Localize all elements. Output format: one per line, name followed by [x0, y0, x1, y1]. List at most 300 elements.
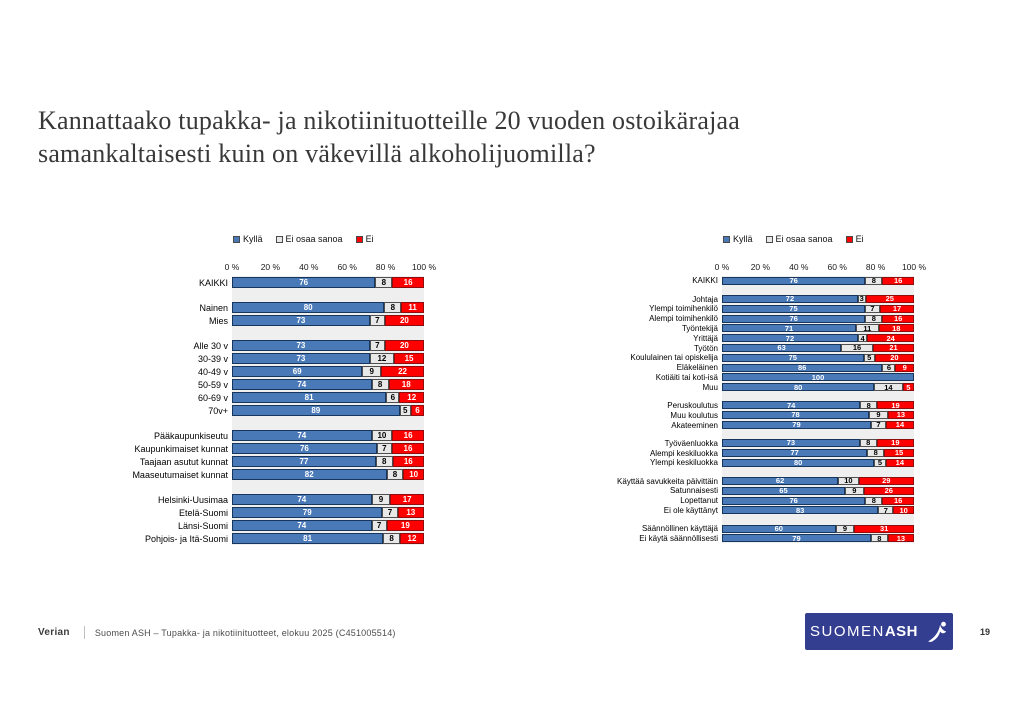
- bar-segment-kylla: 73: [232, 315, 370, 326]
- bar-segment-kylla: 83: [722, 506, 878, 514]
- bar-segment-ei: 13: [888, 411, 914, 419]
- bar-row: [530, 420, 950, 430]
- plot-cell: [722, 324, 914, 334]
- stacked-bar: [722, 487, 914, 495]
- bar-row: [530, 524, 950, 534]
- bar-row: [530, 373, 950, 383]
- bar-segment-ei: 25: [866, 295, 915, 303]
- bar-row: [530, 304, 950, 314]
- category-label: Alempi toimihenkilö: [649, 314, 718, 324]
- bar-row: [40, 276, 460, 289]
- stacked-bar: [232, 277, 424, 288]
- group-gap: [530, 468, 950, 476]
- bar-row: [530, 410, 950, 420]
- legend-item: [766, 234, 833, 244]
- plot-area-gap: [232, 289, 424, 301]
- category-label: Johtaja: [692, 294, 718, 304]
- legend-label: Kyllä: [733, 234, 753, 244]
- bar-segment-ei-osaa-sanoa: 8: [387, 469, 404, 480]
- category-label: Taajaan asutut kunnat: [139, 456, 228, 467]
- bar-segment-kylla: 76: [722, 497, 865, 505]
- bar-segment-ei: 20: [385, 315, 424, 326]
- stacked-bar: [722, 401, 914, 409]
- plot-cell: [232, 391, 424, 404]
- stacked-bar: [232, 315, 424, 326]
- plot-cell: [722, 458, 914, 468]
- bar-segment-ei: 19: [877, 439, 914, 447]
- bar-segment-ei-osaa-sanoa: 9: [362, 366, 381, 377]
- bar-segment-kylla: 69: [232, 366, 362, 377]
- bar-segment-ei: 16: [392, 443, 424, 454]
- bar-segment-ei: 20: [875, 354, 914, 362]
- bar-segment-kylla: 86: [722, 364, 882, 372]
- bar-row: [530, 506, 950, 516]
- plot-area-gap: [722, 392, 914, 400]
- bar-segment-ei: 13: [398, 507, 424, 518]
- plot-cell: [722, 533, 914, 543]
- group-gap: [40, 289, 460, 301]
- bar-segment-ei-osaa-sanoa: 7: [878, 506, 893, 514]
- plot-cell: [722, 401, 914, 411]
- bar-row: [530, 333, 950, 343]
- logo-text-suomen: SUOMEN: [809, 623, 885, 640]
- axis-spacer: [40, 257, 228, 272]
- bar-segment-ei-osaa-sanoa: 8: [376, 456, 393, 467]
- bar-segment-kylla: 65: [722, 487, 845, 495]
- legend-row: [530, 232, 950, 246]
- stacked-bar: [232, 494, 424, 505]
- bar-segment-kylla: 80: [722, 459, 874, 467]
- stacked-bar: [722, 534, 914, 542]
- stacked-bar: [722, 525, 914, 533]
- category-label: 50-59 v: [197, 379, 228, 390]
- stacked-bar: [722, 305, 914, 313]
- category-label: Etelä-Suomi: [178, 507, 228, 518]
- logo-wordmark: [810, 623, 918, 640]
- plot-cell: [232, 365, 424, 378]
- group-gap: [530, 286, 950, 294]
- bar-segment-ei-osaa-sanoa: 7: [865, 305, 880, 313]
- category-label: Käyttää savukkeita päivittäin: [617, 476, 718, 486]
- plot-cell: [232, 314, 424, 327]
- bar-segment-ei-osaa-sanoa: 10: [372, 430, 393, 441]
- bar-segment-ei: 10: [893, 506, 914, 514]
- bar-segment-ei-osaa-sanoa: 6: [882, 364, 895, 372]
- plot-area-gap: [722, 468, 914, 476]
- legend-swatch-icon: [356, 236, 363, 243]
- bar-row: [530, 343, 950, 353]
- bar-row: [530, 533, 950, 543]
- category-label: Ylempi keskiluokka: [649, 458, 718, 468]
- category-label: 40-49 v: [197, 366, 228, 377]
- bar-segment-kylla: 81: [232, 392, 386, 403]
- bar-row: [530, 401, 950, 411]
- bar-segment-ei: 16: [882, 497, 914, 505]
- plot-cell: [232, 429, 424, 442]
- bar-segment-ei-osaa-sanoa: 3: [859, 294, 864, 304]
- stacked-bar: [722, 421, 914, 429]
- group-gap: [530, 392, 950, 400]
- bar-segment-ei: 16: [393, 456, 424, 467]
- stacked-bar: [722, 295, 914, 303]
- bar-segment-kylla: 76: [232, 277, 375, 288]
- legend-spacer: [40, 232, 228, 246]
- bar-segment-ei: 14: [886, 421, 914, 429]
- plot-cell: [722, 276, 914, 286]
- plot-cell: [722, 486, 914, 496]
- bar-row: [530, 496, 950, 506]
- bar-segment-ei-osaa-sanoa: 7: [871, 421, 886, 429]
- bar-segment-ei-osaa-sanoa: 9: [836, 525, 855, 533]
- x-axis-tick-label: 20 %: [750, 262, 771, 272]
- plot-cell: [722, 524, 914, 534]
- footer-divider: [84, 626, 85, 639]
- plot-area-gap: [232, 327, 424, 339]
- bar-segment-ei-osaa-sanoa: 8: [375, 277, 392, 288]
- bar-row: [40, 532, 460, 545]
- legend-swatch-icon: [766, 236, 773, 243]
- x-axis: [40, 257, 460, 272]
- bar-segment-ei: 18: [879, 324, 914, 332]
- plot-cell: [232, 378, 424, 391]
- stacked-bar: [722, 449, 914, 457]
- category-label: 70v+: [208, 405, 228, 416]
- bar-segment-kylla: 76: [232, 443, 377, 454]
- bar-row: [40, 468, 460, 481]
- page-title: [38, 104, 898, 171]
- bar-segment-kylla: 73: [232, 340, 370, 351]
- stacked-bar: [232, 353, 424, 364]
- bar-row: [530, 448, 950, 458]
- category-label: Akateeminen: [671, 420, 718, 430]
- bar-row: [40, 352, 460, 365]
- x-axis: [530, 257, 950, 272]
- plot-cell: [722, 343, 914, 353]
- bar-segment-kylla: 74: [232, 379, 372, 390]
- bar-segment-ei: 16: [882, 315, 914, 323]
- bar-segment-ei-osaa-sanoa: 8: [384, 302, 401, 313]
- chart-demographics: [40, 232, 460, 545]
- bar-row: [40, 404, 460, 417]
- bar-segment-ei: 12: [400, 533, 424, 544]
- bar-segment-ei-osaa-sanoa: 9: [372, 494, 391, 505]
- stacked-bar: [232, 533, 424, 544]
- plot-cell: [722, 420, 914, 430]
- bar-row: [530, 476, 950, 486]
- legend-swatch-icon: [846, 236, 853, 243]
- bar-segment-ei-osaa-sanoa: 12: [370, 353, 394, 364]
- plot-cell: [232, 352, 424, 365]
- gap-spacer: [530, 468, 718, 476]
- plot-cell: [722, 294, 914, 304]
- legend: [232, 232, 424, 246]
- bar-segment-ei-osaa-sanoa: 8: [867, 449, 884, 457]
- bar-row: [530, 314, 950, 324]
- bar-segment-ei-osaa-sanoa: 8: [860, 439, 877, 447]
- stacked-bar: [722, 411, 914, 419]
- bar-segment-kylla: 74: [232, 494, 372, 505]
- gap-spacer: [530, 430, 718, 438]
- stacked-bar: [232, 340, 424, 351]
- bar-segment-ei: 29: [859, 477, 914, 485]
- bar-segment-kylla: 79: [722, 421, 871, 429]
- stacked-bar: [232, 520, 424, 531]
- bar-segment-ei-osaa-sanoa: 8: [865, 315, 882, 323]
- category-label: Pääkaupunkiseutu: [153, 430, 228, 441]
- stacked-bar: [722, 373, 914, 381]
- bar-segment-ei: 16: [392, 277, 424, 288]
- stacked-bar: [232, 405, 424, 416]
- bar-segment-ei-osaa-sanoa: 7: [377, 443, 392, 454]
- bar-row: [530, 276, 950, 286]
- plot-area-gap: [232, 417, 424, 429]
- bar-row: [530, 353, 950, 363]
- gap-spacer: [530, 515, 718, 523]
- x-axis-tick-label: 80 %: [865, 262, 886, 272]
- stacked-bar: [232, 469, 424, 480]
- bar-row: [40, 455, 460, 468]
- bar-segment-ei-osaa-sanoa: 7: [372, 520, 387, 531]
- stacked-bar: [232, 366, 424, 377]
- bar-segment-ei: 16: [882, 277, 914, 285]
- bar-segment-ei-osaa-sanoa: 9: [845, 487, 864, 495]
- bar-row: [530, 294, 950, 304]
- x-axis-tick-label: 40 %: [299, 262, 319, 272]
- group-gap: [530, 515, 950, 523]
- stacked-bar: [722, 506, 914, 514]
- plot-cell: [722, 363, 914, 373]
- category-label: Säännöllinen käyttäjä: [641, 524, 718, 534]
- bar-segment-kylla: 89: [232, 405, 400, 416]
- stacked-bar: [232, 456, 424, 467]
- page-number: 19: [980, 627, 991, 637]
- bar-segment-ei: 17: [390, 494, 424, 505]
- category-label: Koululainen tai opiskelija: [630, 353, 718, 363]
- plot-cell: [722, 506, 914, 516]
- x-axis-tick-label: 0 %: [714, 262, 730, 272]
- bar-segment-ei: 19: [877, 401, 914, 409]
- bar-segment-ei: 15: [884, 449, 914, 457]
- x-axis-tick-label: 100 %: [901, 262, 927, 272]
- legend-item: [276, 234, 343, 244]
- plot-cell: [722, 314, 914, 324]
- bar-segment-ei: 5: [903, 383, 914, 391]
- plot-cell: [232, 455, 424, 468]
- category-label: Kotiäiti tai koti-isä: [655, 372, 718, 382]
- chart-occupation: [530, 232, 950, 543]
- legend-label: Kyllä: [243, 234, 263, 244]
- bar-row: [530, 382, 950, 392]
- category-label: Peruskoulutus: [667, 400, 718, 410]
- bar-segment-kylla: 80: [722, 383, 874, 391]
- bar-segment-ei: 31: [854, 525, 914, 533]
- bar-segment-kylla: 71: [722, 324, 856, 332]
- category-label: 60-69 v: [197, 392, 228, 403]
- bar-row: [40, 519, 460, 532]
- plot-cell: [232, 468, 424, 481]
- title-line-1: Kannattaako tupakka- ja nikotiinituotteille 20 vuoden ostoikärajaa: [38, 106, 740, 135]
- plot-cell: [232, 339, 424, 352]
- bar-row: [40, 493, 460, 506]
- group-gap: [530, 430, 950, 438]
- gap-spacer: [40, 327, 228, 339]
- bar-segment-ei: 14: [886, 459, 914, 467]
- category-label: Ei käytä säännöllisesti: [639, 533, 718, 543]
- category-label: Ylempi toimihenkilö: [649, 304, 718, 314]
- stacked-bar: [722, 497, 914, 505]
- stacked-bar: [232, 379, 424, 390]
- axis-spacer: [530, 257, 718, 272]
- plot-cell: [722, 304, 914, 314]
- plot-area-gap: [722, 430, 914, 438]
- x-axis-tick-label: 60 %: [337, 262, 357, 272]
- plot-cell: [722, 373, 914, 383]
- plot-cell: [722, 353, 914, 363]
- bar-row: [530, 458, 950, 468]
- stacked-bar: [722, 439, 914, 447]
- bar-segment-kylla: 74: [232, 430, 372, 441]
- bar-segment-kylla: 100: [722, 373, 914, 381]
- bar-segment-ei: 21: [873, 344, 914, 352]
- bar-segment-ei-osaa-sanoa: 7: [370, 340, 385, 351]
- bar-segment-kylla: 77: [722, 449, 867, 457]
- bar-row: [40, 301, 460, 314]
- bar-row: [40, 339, 460, 352]
- bar-segment-ei: 16: [392, 430, 424, 441]
- category-label: Alempi keskiluokka: [649, 448, 718, 458]
- bar-segment-kylla: 77: [232, 456, 376, 467]
- plot-cell: [722, 333, 914, 343]
- bar-segment-kylla: 73: [232, 353, 370, 364]
- stacked-bar: [232, 507, 424, 518]
- category-label: Länsi-Suomi: [177, 520, 228, 531]
- x-axis-tick-label: 0 %: [224, 262, 240, 272]
- plot-cell: [232, 519, 424, 532]
- bar-segment-ei-osaa-sanoa: 6: [386, 392, 399, 403]
- stacked-bar: [722, 324, 914, 332]
- category-label: Lopettanut: [680, 496, 718, 506]
- category-label: Alle 30 v: [193, 340, 228, 351]
- legend-item: [846, 234, 864, 244]
- plot-area-gap: [722, 286, 914, 294]
- category-label: Maaseutumaiset kunnat: [132, 469, 228, 480]
- bar-segment-kylla: 76: [722, 315, 865, 323]
- bar-segment-ei-osaa-sanoa: 7: [370, 315, 385, 326]
- bar-row: [40, 378, 460, 391]
- gap-spacer: [530, 392, 718, 400]
- bar-segment-kylla: 79: [722, 534, 871, 542]
- bar-segment-kylla: 74: [722, 401, 860, 409]
- bar-row: [530, 438, 950, 448]
- bar-row: [530, 486, 950, 496]
- bar-segment-ei-osaa-sanoa: 7: [382, 507, 397, 518]
- bar-segment-ei: 26: [864, 487, 914, 495]
- bar-segment-kylla: 72: [722, 295, 858, 303]
- stacked-bar: [232, 443, 424, 454]
- category-label: Muu koulutus: [670, 410, 718, 420]
- plot-cell: [232, 442, 424, 455]
- stacked-bar: [722, 315, 914, 323]
- bar-segment-ei-osaa-sanoa: 8: [383, 533, 400, 544]
- plot-cell: [722, 438, 914, 448]
- bar-segment-ei-osaa-sanoa: 8: [372, 379, 389, 390]
- ash-figure-icon: [924, 620, 948, 644]
- plot-cell: [722, 448, 914, 458]
- legend-label: Ei: [855, 234, 864, 244]
- bar-segment-kylla: 73: [722, 439, 860, 447]
- plot-cell: [232, 506, 424, 519]
- bar-segment-ei-osaa-sanoa: 8: [860, 401, 877, 409]
- legend-item: [356, 234, 374, 244]
- bar-segment-ei-osaa-sanoa: 5: [400, 405, 411, 416]
- bar-segment-ei-osaa-sanoa: 9: [869, 411, 888, 419]
- x-axis-tick-label: 60 %: [827, 262, 847, 272]
- logo-text-ash: ASH: [884, 623, 918, 640]
- bar-segment-ei-osaa-sanoa: 16: [841, 344, 873, 352]
- bar-row: [530, 363, 950, 373]
- bar-segment-ei: 18: [389, 379, 424, 390]
- group-gap: [40, 327, 460, 339]
- legend-spacer: [530, 232, 718, 246]
- footer-brand: Verian: [38, 627, 70, 638]
- bar-segment-ei-osaa-sanoa: 8: [865, 497, 882, 505]
- footer: [38, 626, 396, 639]
- x-axis-ticks: [714, 257, 927, 272]
- stacked-bar: [722, 364, 914, 372]
- plot-cell: [722, 382, 914, 392]
- gap-spacer: [40, 417, 228, 429]
- legend-swatch-icon: [233, 236, 240, 243]
- gap-spacer: [530, 286, 718, 294]
- stacked-bar: [232, 392, 424, 403]
- bar-segment-kylla: 62: [722, 477, 838, 485]
- plot-cell: [232, 532, 424, 545]
- stacked-bar: [722, 383, 914, 391]
- bar-segment-kylla: 79: [232, 507, 382, 518]
- category-label: Nainen: [199, 302, 228, 313]
- stacked-bar: [722, 277, 914, 285]
- legend-label: Ei osaa sanoa: [775, 234, 833, 244]
- bar-segment-ei-osaa-sanoa: 14: [874, 383, 902, 391]
- bar-segment-kylla: 72: [722, 334, 858, 342]
- bar-segment-ei: 19: [387, 520, 424, 531]
- bar-segment-ei: 10: [403, 469, 424, 480]
- bar-segment-ei: 17: [880, 305, 914, 313]
- category-label: Kaupunkimaiset kunnat: [134, 443, 228, 454]
- bar-segment-ei: 22: [381, 366, 424, 377]
- bar-segment-ei: 6: [411, 405, 424, 416]
- bar-segment-kylla: 60: [722, 525, 836, 533]
- legend-label: Ei: [365, 234, 374, 244]
- category-label: Työtön: [693, 343, 718, 353]
- bar-row: [530, 324, 950, 334]
- bar-segment-kylla: 75: [722, 305, 865, 313]
- bar-segment-ei: 13: [888, 534, 914, 542]
- gap-spacer: [40, 481, 228, 493]
- plot-cell: [232, 493, 424, 506]
- bar-segment-ei-osaa-sanoa: 10: [838, 477, 858, 485]
- legend-label: Ei osaa sanoa: [285, 234, 343, 244]
- legend-swatch-icon: [276, 236, 283, 243]
- x-axis-ticks: [224, 257, 437, 272]
- stacked-bar: [722, 354, 914, 362]
- plot-cell: [722, 496, 914, 506]
- x-axis-tick-label: 80 %: [375, 262, 396, 272]
- category-label: Yrittäjä: [693, 333, 718, 343]
- plot-cell: [232, 276, 424, 289]
- x-axis-tick-label: 20 %: [260, 262, 281, 272]
- plot-cell: [722, 410, 914, 420]
